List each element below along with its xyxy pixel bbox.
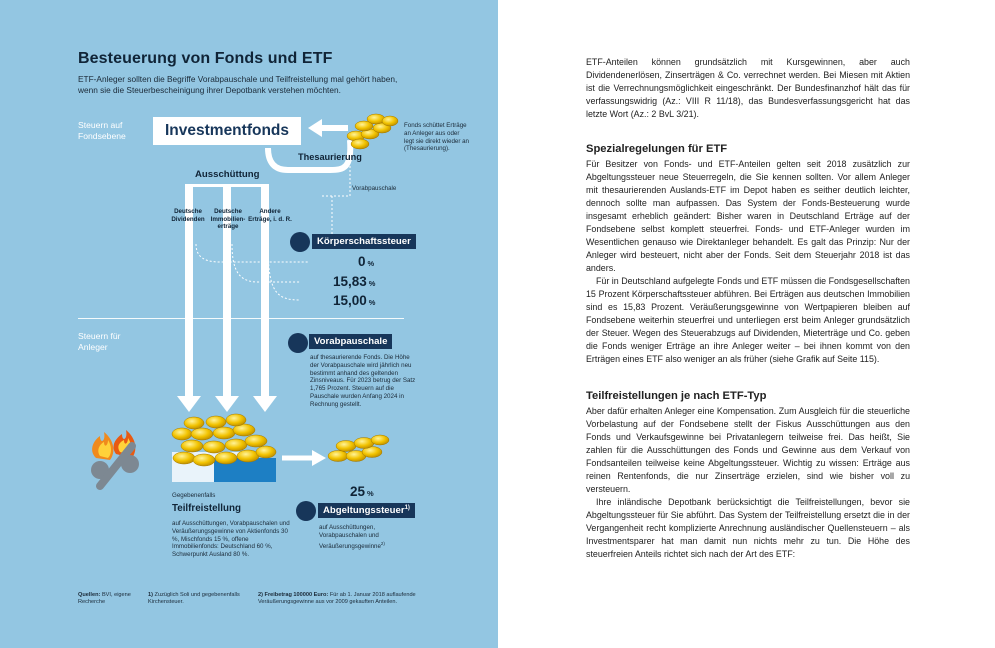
federal-eagle-icon [288,333,308,353]
paragraph-2-text: Für Besitzer von Fonds- und ETF-Anteilen gelten seit 2018 zusätzlich zur Abgeltungssteuer neue Steuerregeln, die Sie kennen sollten. Vor allem Anleger mit thesaurierenden Auslands-ETF im Depot haben es seither deutlich leichter, dennoch sollte man aufpassen. Das System der Fonds-Besteuerung wurde insgesamt erheblich geändert: Bisher waren in Deutschland Erträge auf der Fondsebene selbst komplett steuerfrei. Fonds- und ETF-Anleger wurden im Wesentlichen genauso wie Direktanleger behandelt. Es galt das Prinzip: Nur der Anleger wird besteuert, nicht aber der Fonds. Seit dem Steuerjahr 2018 ist das anders. [586,159,910,273]
koerperschaftsteuer-tag: Körperschaftssteuer [312,234,416,249]
abgeltungsteuer-label: Abgeltungssteuer [323,505,405,517]
gegebenenfalls-label: Gegebenenfalls [172,492,216,499]
teilfreistellung-text: auf Ausschüttungen, Vorabpauschalen und Veräußerungsgewinne von Aktienfonds 30 %, Mischfonds 15 %, offene Immobilienfonds: Deutschland 60 %, Schwerpunkt Ausland 80 %. [172,520,290,559]
footnote-1 [148,592,244,606]
vorabpauschale-small: Vorabpauschale [352,185,397,192]
arrow-head-mid [215,396,239,412]
fund-level-label: Steuern auf Fondsebene [78,120,126,141]
federal-eagle-icon [296,501,316,521]
rate-15-83 [333,274,375,289]
article-page [498,0,995,648]
abgeltungsteuer-text-body: auf Ausschüttungen, Vorabpauschalen und Veräußerungsgewinne [319,524,381,550]
infographic-intro: ETF-Anleger sollten die Begriffe Vorabpauschale und Teilfreistellung mal gehört haben, wenn sie die Steuerbescheinigung ihrer Depotbank verstehen möchten. [78,74,398,96]
rate-25 [350,484,374,499]
infographic-title: Besteuerung von Fonds und ETF [78,50,333,67]
level-divider [78,318,404,319]
abgeltungsteuer-text [319,524,399,550]
transfer-arrow-head [312,450,326,466]
paragraph-3-text: Für in Deutschland aufgelegte Fonds und ETF müssen die Fondsgesellschaften 15 Prozent Körperschaftssteuer abführen. Bei Erträgen aus deutschen Immobilien sind es 15,83 Prozent. Veräußerungsgewinne von Wertpapieren bleiben auf Fondsebene weiterhin steuerfrei und unterliegen erst beim Anleger grundsätzlich der Steuer. Wegen des Steuerabzugs auf Dividenden, Mieterträge und Co. geben die Fonds weniger Erträge an ihre Anleger weiter – bei ihnen kommt von den Erträgen eines ETF also weniger an als früher (siehe Grafik auf Seite 115). [586,276,910,364]
return-arrow-head [308,119,322,137]
rate-15-83-sign: % [368,279,376,288]
article-section-2 [586,405,910,561]
rate-0-sign: % [367,259,375,268]
flaming-percent-icon [91,430,139,486]
coins-note: Fonds schüttet Erträge an Anleger aus oder legt sie direkt wieder an (Thesaurierung). [404,122,470,153]
rate-0-value: 0 [358,254,366,269]
footnote-2-text: Für ab 1. Januar 2018 auflaufende Veräußerungsgewinne aus vor 2009 gekauften Anteilen. [258,592,416,605]
paragraph-4-text: Aber dafür erhalten Anleger eine Kompensation. Zum Ausgleich für die steuerliche Vorbelastung auf der Fondsebene stellt der Fiskus Ausschüttungen aus den Fonds und Verkaufsgewinne bei Privatanlegern teilweise frei. Das heißt, Sie zahlen für die Ausschüttungen des Fonds und Gewinne aus dem Verkauf von Fondsanteilen teilweise keine Abgeltungssteuer. Wichtig zu wissen: Erträge aus reinen Rentenfonds, die nur Zinserträge erzielen, sind wie bisher voll zu versteuern. [586,406,910,494]
paragraph-1-text: ETF-Anteilen können grundsätzlich mit Kursgewinnen, aber auch Dividendenerlösen, Zinserträgen & Co. verrechnet werden. Bei Miesen mit Aktien ist die Verrechnungsmöglichkeit eingeschränkt. Der Bundesfinanzhof hält das für verfassungswidrig (Az.: VIII R 11/18), das Bundesverfassungsgericht hat das letzte Wort (Az.: 2 BvL 3/21). [586,57,910,119]
vorabpauschale-text: auf thesaurierende Fonds. Die Höhe der Vorabpauschale wird jährlich neu bestimmt anhand des geltenden Zinsniveaus. Für 2023 betrug der Satz 1,765 Prozent. Steuern auf die Pauschale wurden Anfang 2024 in Rechnung gestellt. [310,354,416,408]
ausschuettung-label: Ausschüttung [195,169,260,180]
article-section-1 [586,158,910,366]
dotted-15 [268,244,300,300]
rate-25-sign: % [367,489,374,498]
rate-25-value: 25 [350,484,366,499]
arrow-head-right [253,396,277,412]
abgeltungsteuer-text-sup: 2) [380,540,385,546]
income-type-real-estate: Deutsche Immobilien-erträge [210,208,246,231]
rate-15 [333,293,375,308]
footnote-sources [78,592,140,606]
coins-top [347,114,398,149]
rate-15-83-value: 15,83 [333,274,367,289]
article-paragraph-1 [586,56,910,121]
teilfreistellung-label: Teilfreistellung [172,503,241,514]
paragraph-5-text: Ihre inländische Depotbank berücksichtigt die Teilfreistellungen, bevor sie Abgeltungssteuer für Sie abführt. Das System der Teilfreistellung ersetzt die in der Vergangenheit recht komplizierte Anrechnung ausländischer Quellensteuern – als Investmentsparer hat man damit nun nichts mehr zu tun. Die Höhe des steuerfreien Anteils richtet sich nach der Art des ETF: [586,497,910,559]
federal-eagle-icon [290,232,310,252]
rate-15-sign: % [368,298,376,307]
footnote-sources-label: Quellen: [78,592,101,598]
rate-15-value: 15,00 [333,293,367,308]
footnote-2-label: 2) Freibetrag 100000 Euro: [258,592,329,598]
abgeltungsteuer-sup: 1) [404,505,410,511]
income-type-dividends: Deutsche Dividenden [171,208,205,223]
footnote-sources-text: BVI, eigene Recherche [78,592,131,605]
footnote-2 [258,592,426,606]
arrow-head-left [177,396,201,412]
investmentfonds-box: Investmentfonds [153,117,301,145]
heading-spezialregelungen: Spezialregelungen für ETF [586,143,728,155]
vorabpauschale-tag: Vorabpauschale [309,334,392,349]
ausschuettung-bar [185,184,269,187]
income-type-other: Andere Erträge, i. d. R. [248,208,292,223]
footnote-1-text: Zuzüglich Soli und gegebenenfalls Kirchensteuer. [148,592,240,605]
rate-0 [358,254,374,269]
thesaurierung-label: Thesaurierung [298,152,362,162]
investor-level-label: Steuern für Anleger [78,331,121,352]
coins-right [328,435,389,462]
footnote-1-label: 1) [148,592,153,598]
abgeltungsteuer-tag [318,503,415,518]
heading-teilfreistellungen: Teilfreistellungen je nach ETF-Typ [586,390,767,402]
